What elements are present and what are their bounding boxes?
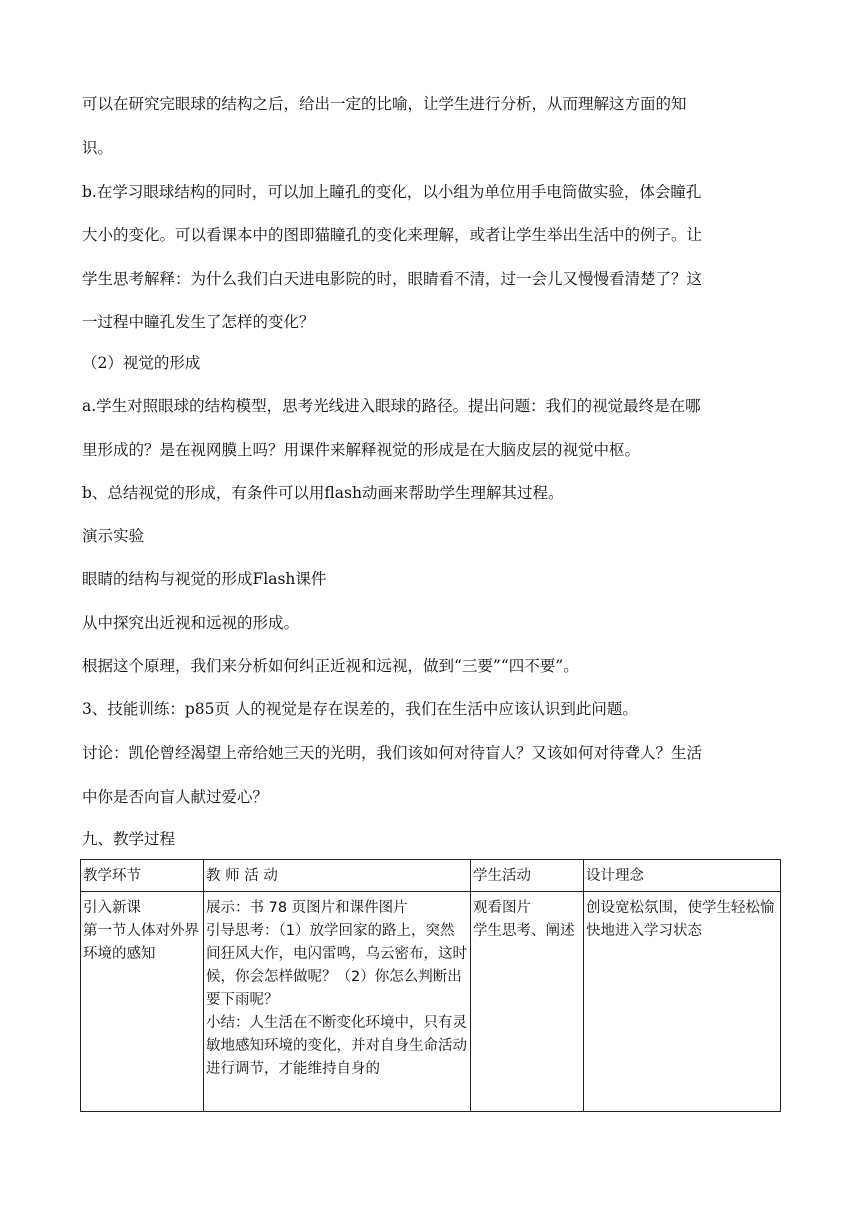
paragraph-line: 识。 (82, 139, 114, 157)
design-concept-cell (584, 892, 781, 1112)
paragraph-line: 从中探究出近视和远视的形成。 (82, 614, 300, 632)
header-cell: 教 师 活 动 (204, 860, 471, 892)
cell-text: 小结：人生活在不断变化环境中，只有灵敏地感知环境的变化，并对自身生命活动进行调节，才能维持自身的 (206, 1015, 467, 1077)
paragraph-line: 一过程中瞳孔发生了怎样的变化？ (82, 313, 315, 331)
teaching-process-table (80, 859, 781, 1112)
paragraph-line: 演示实验 (82, 527, 145, 545)
cell-text: 学生思考、阐述 (473, 923, 575, 939)
paragraph-line: 3、技能训练：p85页 人的视觉是存在误差的，我们在生活中应该认识到此问题。 (82, 700, 638, 718)
paragraph-line: a.学生对照眼球的结构模型，思考光线进入眼球的路径。提出问题：我们的视觉最终是在哪 (82, 397, 701, 415)
section-heading: （2）视觉的形成 (82, 354, 201, 372)
student-activity-cell (471, 892, 584, 1112)
header-cell: 教学环节 (81, 860, 204, 892)
cell-text: 引导思考：（1）放学回家的路上，突然间狂风大作，电闪雷鸣，乌云密布，这时候，你会怎样做呢？（2）你怎么判断出要下雨呢？ (206, 923, 467, 1008)
stage-cell (81, 892, 204, 1112)
paragraph-line: b.在学习眼球结构的同时，可以加上瞳孔的变化，以小组为单位用手电筒做实验，体会瞳孔 (82, 183, 702, 201)
cell-text: 观看图片 (473, 900, 531, 916)
paragraph-line: 讨论：凯伦曾经渴望上帝给她三天的光明，我们该如何对待盲人？又该如何对待聋人？生活 (82, 744, 703, 762)
section-heading: 九、教学过程 (82, 830, 176, 848)
paragraph-line: 中你是否向盲人献过爱心？ (82, 788, 269, 806)
teacher-activity-cell (204, 892, 471, 1112)
header-cell: 学生活动 (471, 860, 584, 892)
paragraph-line: b、总结视觉的形成，有条件可以用flash动画来帮助学生理解其过程。 (82, 484, 564, 502)
paragraph-line: 大小的变化。可以看课本中的图即猫瞳孔的变化来理解，或者让学生举出生活中的例子。让 (82, 226, 703, 244)
cell-text: 第一节人体对外界环境的感知 (83, 923, 199, 962)
table-header-row (81, 860, 781, 892)
cell-text: 引入新课 (83, 900, 141, 916)
cell-text: 展示：书 78 页图片和课件图片 (206, 900, 408, 916)
cell-text: 创设宽松氛围，使学生轻松愉快地进入学习状态 (586, 900, 775, 939)
header-cell: 设计理念 (584, 860, 781, 892)
paragraph-line: 眼睛的结构与视觉的形成Flash课件 (82, 570, 327, 588)
paragraph-line: 根据这个原理，我们来分析如何纠正近视和远视，做到“三要”“四不要”。 (82, 657, 579, 675)
paragraph-line: 可以在研究完眼球的结构之后，给出一定的比喻，让学生进行分析，从而理解这方面的知 (82, 95, 687, 113)
table-row (81, 892, 781, 1112)
paragraph-line: 学生思考解释：为什么我们白天进电影院的时，眼睛看不清，过一会儿又慢慢看清楚了？这 (82, 270, 703, 288)
paragraph-line: 里形成的？是在视网膜上吗？用课件来解释视觉的形成是在大脑皮层的视觉中枢。 (82, 441, 641, 459)
